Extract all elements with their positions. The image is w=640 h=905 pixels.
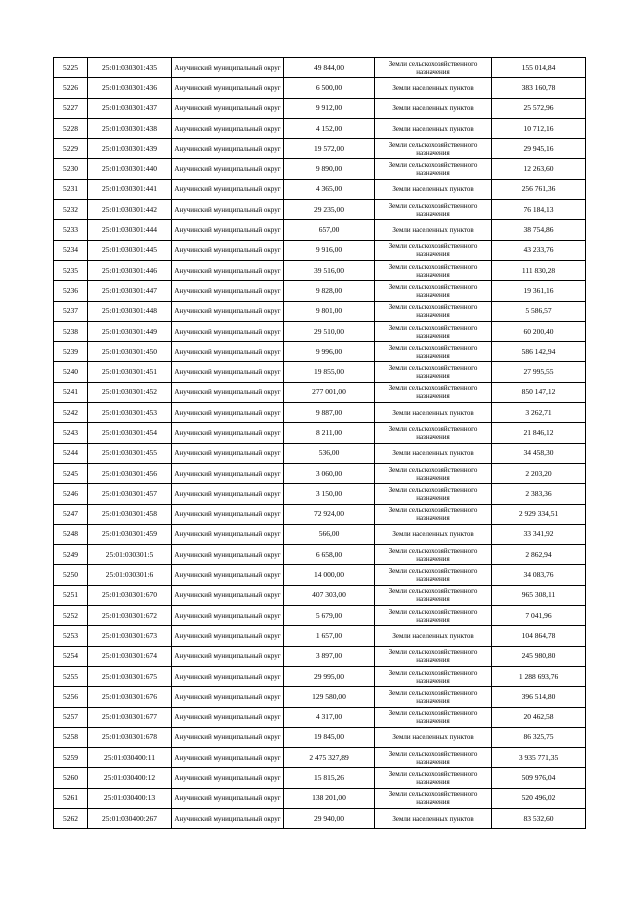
municipality-cell: Анучинский муниципальный округ xyxy=(172,382,284,402)
area-cell: 8 211,00 xyxy=(284,423,375,443)
cadastral-number-cell: 25:01:030301:440 xyxy=(88,159,172,179)
area-cell: 2 475 327,89 xyxy=(284,748,375,768)
area-cell: 566,00 xyxy=(284,524,375,544)
land-category-cell: Земли сельскохозяйственного назначения xyxy=(375,321,492,341)
table-row xyxy=(54,565,586,585)
area-cell: 4 317,00 xyxy=(284,707,375,727)
land-category-cell: Земли сельскохозяйственного назначения xyxy=(375,666,492,686)
municipality-cell: Анучинский муниципальный округ xyxy=(172,646,284,666)
table-row xyxy=(54,545,586,565)
cadastral-value-cell: 29 945,16 xyxy=(492,139,586,159)
table-row xyxy=(54,484,586,504)
row-number-cell: 5232 xyxy=(54,200,88,220)
row-number-cell: 5228 xyxy=(54,118,88,138)
cadastral-number-cell: 25:01:030301:674 xyxy=(88,646,172,666)
cadastral-number-cell: 25:01:030301:452 xyxy=(88,382,172,402)
table-row xyxy=(54,788,586,808)
municipality-cell: Анучинский муниципальный округ xyxy=(172,240,284,260)
row-number-cell: 5226 xyxy=(54,78,88,98)
table-row xyxy=(54,240,586,260)
municipality-cell: Анучинский муниципальный округ xyxy=(172,321,284,341)
area-cell: 29 940,00 xyxy=(284,808,375,828)
cadastral-number-cell: 25:01:030301:456 xyxy=(88,463,172,483)
area-cell: 19 855,00 xyxy=(284,362,375,382)
row-number-cell: 5253 xyxy=(54,626,88,646)
cadastral-number-cell: 25:01:030301:450 xyxy=(88,342,172,362)
cadastral-value-cell: 396 514,80 xyxy=(492,687,586,707)
land-category-cell: Земли сельскохозяйственного назначения xyxy=(375,484,492,504)
cadastral-number-cell: 25:01:030301:454 xyxy=(88,423,172,443)
cadastral-value-cell: 111 830,28 xyxy=(492,260,586,280)
land-category-cell: Земли сельскохозяйственного назначения xyxy=(375,545,492,565)
row-number-cell: 5235 xyxy=(54,260,88,280)
land-category-cell: Земли населенных пунктов xyxy=(375,220,492,240)
municipality-cell: Анучинский муниципальный округ xyxy=(172,423,284,443)
cadastral-number-cell: 25:01:030301:676 xyxy=(88,687,172,707)
municipality-cell: Анучинский муниципальный округ xyxy=(172,301,284,321)
row-number-cell: 5241 xyxy=(54,382,88,402)
land-category-cell: Земли сельскохозяйственного назначения xyxy=(375,585,492,605)
municipality-cell: Анучинский муниципальный округ xyxy=(172,403,284,423)
cadastral-number-cell: 25:01:030301:673 xyxy=(88,626,172,646)
area-cell: 19 572,00 xyxy=(284,139,375,159)
municipality-cell: Анучинский муниципальный округ xyxy=(172,768,284,788)
table-row xyxy=(54,58,586,78)
cadastral-value-cell: 2 929 334,51 xyxy=(492,504,586,524)
land-category-cell: Земли сельскохозяйственного назначения xyxy=(375,200,492,220)
cadastral-number-cell: 25:01:030301:675 xyxy=(88,666,172,686)
row-number-cell: 5250 xyxy=(54,565,88,585)
area-cell: 138 201,00 xyxy=(284,788,375,808)
table-row xyxy=(54,179,586,199)
area-cell: 5 679,00 xyxy=(284,606,375,626)
land-category-cell: Земли населенных пунктов xyxy=(375,443,492,463)
area-cell: 4 365,00 xyxy=(284,179,375,199)
area-cell: 9 912,00 xyxy=(284,98,375,118)
row-number-cell: 5262 xyxy=(54,808,88,828)
table-row xyxy=(54,118,586,138)
cadastral-number-cell: 25:01:030301:6 xyxy=(88,565,172,585)
cadastral-value-cell: 10 712,16 xyxy=(492,118,586,138)
table-row xyxy=(54,463,586,483)
cadastral-value-cell: 2 203,20 xyxy=(492,463,586,483)
cadastral-number-cell: 25:01:030400:267 xyxy=(88,808,172,828)
row-number-cell: 5234 xyxy=(54,240,88,260)
table-body xyxy=(54,58,586,829)
municipality-cell: Анучинский муниципальный округ xyxy=(172,524,284,544)
municipality-cell: Анучинский муниципальный округ xyxy=(172,504,284,524)
land-category-cell: Земли сельскохозяйственного назначения xyxy=(375,748,492,768)
row-number-cell: 5256 xyxy=(54,687,88,707)
municipality-cell: Анучинский муниципальный округ xyxy=(172,463,284,483)
cadastral-value-cell: 509 976,04 xyxy=(492,768,586,788)
municipality-cell: Анучинский муниципальный округ xyxy=(172,545,284,565)
cadastral-number-cell: 25:01:030301:457 xyxy=(88,484,172,504)
municipality-cell: Анучинский муниципальный округ xyxy=(172,687,284,707)
cadastral-value-cell: 76 184,13 xyxy=(492,200,586,220)
cadastral-number-cell: 25:01:030301:448 xyxy=(88,301,172,321)
land-category-cell: Земли сельскохозяйственного назначения xyxy=(375,240,492,260)
cadastral-number-cell: 25:01:030301:444 xyxy=(88,220,172,240)
cadastral-number-cell: 25:01:030301:447 xyxy=(88,281,172,301)
cadastral-value-cell: 245 980,80 xyxy=(492,646,586,666)
cadastral-number-cell: 25:01:030400:12 xyxy=(88,768,172,788)
table-row xyxy=(54,342,586,362)
cadastral-value-cell: 104 864,78 xyxy=(492,626,586,646)
land-category-cell: Земли сельскохозяйственного назначения xyxy=(375,382,492,402)
area-cell: 657,00 xyxy=(284,220,375,240)
area-cell: 4 152,00 xyxy=(284,118,375,138)
table-row xyxy=(54,78,586,98)
area-cell: 39 516,00 xyxy=(284,260,375,280)
area-cell: 49 844,00 xyxy=(284,58,375,78)
document-page xyxy=(53,57,585,829)
table-row xyxy=(54,98,586,118)
land-category-cell: Земли населенных пунктов xyxy=(375,179,492,199)
cadastral-value-cell: 520 496,02 xyxy=(492,788,586,808)
land-category-cell: Земли сельскохозяйственного назначения xyxy=(375,606,492,626)
land-category-cell: Земли населенных пунктов xyxy=(375,118,492,138)
area-cell: 277 001,00 xyxy=(284,382,375,402)
cadastral-number-cell: 25:01:030400:11 xyxy=(88,748,172,768)
municipality-cell: Анучинский муниципальный округ xyxy=(172,200,284,220)
cadastral-value-cell: 12 263,60 xyxy=(492,159,586,179)
area-cell: 1 657,00 xyxy=(284,626,375,646)
cadastral-value-cell: 83 532,60 xyxy=(492,808,586,828)
land-category-cell: Земли сельскохозяйственного назначения xyxy=(375,342,492,362)
area-cell: 9 890,00 xyxy=(284,159,375,179)
table-row xyxy=(54,666,586,686)
table-row xyxy=(54,626,586,646)
cadastral-number-cell: 25:01:030301:441 xyxy=(88,179,172,199)
area-cell: 9 916,00 xyxy=(284,240,375,260)
cadastral-value-cell: 586 142,94 xyxy=(492,342,586,362)
municipality-cell: Анучинский муниципальный округ xyxy=(172,58,284,78)
area-cell: 29 995,00 xyxy=(284,666,375,686)
table-row xyxy=(54,443,586,463)
table-row xyxy=(54,504,586,524)
area-cell: 6 658,00 xyxy=(284,545,375,565)
land-category-cell: Земли сельскохозяйственного назначения xyxy=(375,159,492,179)
cadastral-value-cell: 5 586,57 xyxy=(492,301,586,321)
municipality-cell: Анучинский муниципальный округ xyxy=(172,220,284,240)
row-number-cell: 5236 xyxy=(54,281,88,301)
table-row xyxy=(54,727,586,747)
row-number-cell: 5227 xyxy=(54,98,88,118)
row-number-cell: 5247 xyxy=(54,504,88,524)
area-cell: 9 828,00 xyxy=(284,281,375,301)
cadastral-number-cell: 25:01:030301:451 xyxy=(88,362,172,382)
land-category-cell: Земли сельскохозяйственного назначения xyxy=(375,362,492,382)
cadastral-number-cell: 25:01:030301:445 xyxy=(88,240,172,260)
row-number-cell: 5254 xyxy=(54,646,88,666)
area-cell: 9 996,00 xyxy=(284,342,375,362)
row-number-cell: 5225 xyxy=(54,58,88,78)
area-cell: 14 000,00 xyxy=(284,565,375,585)
municipality-cell: Анучинский муниципальный округ xyxy=(172,748,284,768)
table-row xyxy=(54,423,586,443)
cadastral-value-cell: 86 325,75 xyxy=(492,727,586,747)
table-row xyxy=(54,159,586,179)
cadastral-value-cell: 383 160,78 xyxy=(492,78,586,98)
cadastral-number-cell: 25:01:030301:446 xyxy=(88,260,172,280)
row-number-cell: 5251 xyxy=(54,585,88,605)
table-row xyxy=(54,362,586,382)
table-row xyxy=(54,646,586,666)
cadastral-value-cell: 3 262,71 xyxy=(492,403,586,423)
area-cell: 3 150,00 xyxy=(284,484,375,504)
land-category-cell: Земли сельскохозяйственного назначения xyxy=(375,58,492,78)
area-cell: 129 580,00 xyxy=(284,687,375,707)
area-cell: 3 060,00 xyxy=(284,463,375,483)
municipality-cell: Анучинский муниципальный округ xyxy=(172,98,284,118)
table-row xyxy=(54,281,586,301)
row-number-cell: 5244 xyxy=(54,443,88,463)
land-category-cell: Земли населенных пунктов xyxy=(375,98,492,118)
cadastral-value-cell: 60 200,40 xyxy=(492,321,586,341)
cadastral-value-cell: 1 288 693,76 xyxy=(492,666,586,686)
cadastral-value-cell: 34 083,76 xyxy=(492,565,586,585)
cadastral-number-cell: 25:01:030301:435 xyxy=(88,58,172,78)
cadastral-number-cell: 25:01:030301:459 xyxy=(88,524,172,544)
table-row xyxy=(54,200,586,220)
table-row xyxy=(54,321,586,341)
land-category-cell: Земли населенных пунктов xyxy=(375,78,492,98)
land-category-cell: Земли сельскохозяйственного назначения xyxy=(375,260,492,280)
cadastral-value-cell: 850 147,12 xyxy=(492,382,586,402)
land-category-cell: Земли сельскохозяйственного назначения xyxy=(375,301,492,321)
cadastral-value-cell: 965 308,11 xyxy=(492,585,586,605)
row-number-cell: 5230 xyxy=(54,159,88,179)
municipality-cell: Анучинский муниципальный округ xyxy=(172,260,284,280)
cadastral-value-cell: 25 572,96 xyxy=(492,98,586,118)
municipality-cell: Анучинский муниципальный округ xyxy=(172,585,284,605)
cadastral-value-cell: 33 341,92 xyxy=(492,524,586,544)
row-number-cell: 5233 xyxy=(54,220,88,240)
municipality-cell: Анучинский муниципальный округ xyxy=(172,159,284,179)
cadastral-number-cell: 25:01:030301:672 xyxy=(88,606,172,626)
row-number-cell: 5249 xyxy=(54,545,88,565)
cadastral-number-cell: 25:01:030301:442 xyxy=(88,200,172,220)
cadastral-number-cell: 25:01:030301:677 xyxy=(88,707,172,727)
municipality-cell: Анучинский муниципальный округ xyxy=(172,443,284,463)
land-category-cell: Земли сельскохозяйственного назначения xyxy=(375,504,492,524)
row-number-cell: 5246 xyxy=(54,484,88,504)
table-row xyxy=(54,687,586,707)
cadastral-value-cell: 20 462,58 xyxy=(492,707,586,727)
row-number-cell: 5252 xyxy=(54,606,88,626)
municipality-cell: Анучинский муниципальный округ xyxy=(172,626,284,646)
table-row xyxy=(54,808,586,828)
row-number-cell: 5240 xyxy=(54,362,88,382)
row-number-cell: 5239 xyxy=(54,342,88,362)
cadastral-number-cell: 25:01:030301:453 xyxy=(88,403,172,423)
area-cell: 9 887,00 xyxy=(284,403,375,423)
cadastral-value-cell: 34 458,30 xyxy=(492,443,586,463)
land-category-cell: Земли сельскохозяйственного назначения xyxy=(375,788,492,808)
row-number-cell: 5231 xyxy=(54,179,88,199)
municipality-cell: Анучинский муниципальный округ xyxy=(172,118,284,138)
row-number-cell: 5259 xyxy=(54,748,88,768)
area-cell: 3 897,00 xyxy=(284,646,375,666)
land-category-cell: Земли населенных пунктов xyxy=(375,403,492,423)
land-category-cell: Земли населенных пунктов xyxy=(375,808,492,828)
row-number-cell: 5242 xyxy=(54,403,88,423)
municipality-cell: Анучинский муниципальный округ xyxy=(172,727,284,747)
area-cell: 536,00 xyxy=(284,443,375,463)
municipality-cell: Анучинский муниципальный округ xyxy=(172,281,284,301)
table-row xyxy=(54,403,586,423)
municipality-cell: Анучинский муниципальный округ xyxy=(172,707,284,727)
row-number-cell: 5261 xyxy=(54,788,88,808)
land-category-cell: Земли сельскохозяйственного назначения xyxy=(375,139,492,159)
area-cell: 72 924,00 xyxy=(284,504,375,524)
table-row xyxy=(54,260,586,280)
land-category-cell: Земли населенных пунктов xyxy=(375,524,492,544)
land-category-cell: Земли сельскохозяйственного назначения xyxy=(375,463,492,483)
municipality-cell: Анучинский муниципальный округ xyxy=(172,78,284,98)
row-number-cell: 5258 xyxy=(54,727,88,747)
municipality-cell: Анучинский муниципальный округ xyxy=(172,139,284,159)
cadastral-value-cell: 27 995,55 xyxy=(492,362,586,382)
row-number-cell: 5255 xyxy=(54,666,88,686)
cadastral-value-cell: 2 383,36 xyxy=(492,484,586,504)
area-cell: 15 815,26 xyxy=(284,768,375,788)
area-cell: 29 510,00 xyxy=(284,321,375,341)
municipality-cell: Анучинский муниципальный округ xyxy=(172,788,284,808)
row-number-cell: 5248 xyxy=(54,524,88,544)
land-category-cell: Земли населенных пунктов xyxy=(375,626,492,646)
cadastral-number-cell: 25:01:030301:437 xyxy=(88,98,172,118)
cadastral-number-cell: 25:01:030301:438 xyxy=(88,118,172,138)
land-category-cell: Земли сельскохозяйственного назначения xyxy=(375,646,492,666)
table-row xyxy=(54,707,586,727)
municipality-cell: Анучинский муниципальный округ xyxy=(172,666,284,686)
table-row xyxy=(54,524,586,544)
cadastral-number-cell: 25:01:030400:13 xyxy=(88,788,172,808)
area-cell: 9 801,00 xyxy=(284,301,375,321)
land-category-cell: Земли сельскохозяйственного назначения xyxy=(375,281,492,301)
area-cell: 6 500,00 xyxy=(284,78,375,98)
cadastral-number-cell: 25:01:030301:449 xyxy=(88,321,172,341)
cadastral-value-cell: 2 862,94 xyxy=(492,545,586,565)
table-row xyxy=(54,606,586,626)
municipality-cell: Анучинский муниципальный округ xyxy=(172,565,284,585)
cadastral-number-cell: 25:01:030301:678 xyxy=(88,727,172,747)
cadastral-value-cell: 155 014,84 xyxy=(492,58,586,78)
cadastral-number-cell: 25:01:030301:5 xyxy=(88,545,172,565)
land-category-cell: Земли сельскохозяйственного назначения xyxy=(375,423,492,443)
table-row xyxy=(54,301,586,321)
land-parcels-table xyxy=(53,57,586,829)
cadastral-value-cell: 256 761,36 xyxy=(492,179,586,199)
municipality-cell: Анучинский муниципальный округ xyxy=(172,808,284,828)
row-number-cell: 5229 xyxy=(54,139,88,159)
row-number-cell: 5257 xyxy=(54,707,88,727)
cadastral-number-cell: 25:01:030301:458 xyxy=(88,504,172,524)
area-cell: 19 845,00 xyxy=(284,727,375,747)
land-category-cell: Земли сельскохозяйственного назначения xyxy=(375,687,492,707)
area-cell: 29 235,00 xyxy=(284,200,375,220)
row-number-cell: 5243 xyxy=(54,423,88,443)
table-row xyxy=(54,139,586,159)
cadastral-number-cell: 25:01:030301:436 xyxy=(88,78,172,98)
row-number-cell: 5237 xyxy=(54,301,88,321)
table-row xyxy=(54,220,586,240)
cadastral-value-cell: 3 935 771,35 xyxy=(492,748,586,768)
municipality-cell: Анучинский муниципальный округ xyxy=(172,362,284,382)
land-category-cell: Земли населенных пунктов xyxy=(375,727,492,747)
table-row xyxy=(54,768,586,788)
cadastral-value-cell: 43 233,76 xyxy=(492,240,586,260)
land-category-cell: Земли сельскохозяйственного назначения xyxy=(375,768,492,788)
cadastral-value-cell: 19 361,16 xyxy=(492,281,586,301)
cadastral-value-cell: 7 041,96 xyxy=(492,606,586,626)
table-row xyxy=(54,382,586,402)
municipality-cell: Анучинский муниципальный округ xyxy=(172,484,284,504)
land-category-cell: Земли сельскохозяйственного назначения xyxy=(375,565,492,585)
municipality-cell: Анучинский муниципальный округ xyxy=(172,342,284,362)
cadastral-number-cell: 25:01:030301:455 xyxy=(88,443,172,463)
municipality-cell: Анучинский муниципальный округ xyxy=(172,606,284,626)
cadastral-number-cell: 25:01:030301:670 xyxy=(88,585,172,605)
row-number-cell: 5260 xyxy=(54,768,88,788)
row-number-cell: 5245 xyxy=(54,463,88,483)
row-number-cell: 5238 xyxy=(54,321,88,341)
area-cell: 407 303,00 xyxy=(284,585,375,605)
cadastral-number-cell: 25:01:030301:439 xyxy=(88,139,172,159)
table-row xyxy=(54,748,586,768)
cadastral-value-cell: 21 846,12 xyxy=(492,423,586,443)
municipality-cell: Анучинский муниципальный округ xyxy=(172,179,284,199)
cadastral-value-cell: 38 754,86 xyxy=(492,220,586,240)
table-row xyxy=(54,585,586,605)
land-category-cell: Земли сельскохозяйственного назначения xyxy=(375,707,492,727)
